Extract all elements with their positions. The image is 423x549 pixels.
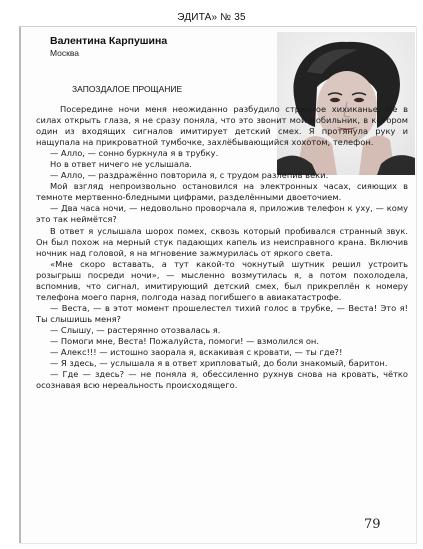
story-paragraph: Мой взгляд непроизвольно остановился на электронных часах, сияющих в темноте мертвенно-бледными цифрами, разделёнными двоеточием.	[36, 181, 408, 203]
author-city: Москва	[50, 48, 80, 58]
story-paragraph: Посередине ночи меня неожиданно разбудило странное хихиканье. Не в силах открыть глаза, я не сразу поняла, что это звонит мой мобильник, в котором один из входящих сигналов имитирует детский смех. Я протянула руку и нащупала на прикроватной тумбочке, захлёбывающийся хохотом, телефон.	[36, 104, 408, 148]
magazine-header: ЭДИТА» № 35	[177, 12, 246, 23]
story-paragraph: — Два часа ночи, — недовольно проворчала я, приложив телефон к уху, — кому это так неймётся?	[36, 203, 408, 225]
story-paragraph: — Алло, — сонно буркнула я в трубку.	[50, 148, 219, 159]
story-paragraph: — Алекс!!! — истошно заорала я, вскакивая с кровати, — ты где?!	[50, 347, 343, 358]
story-paragraph: В ответ я услышала шорох помех, сквозь который пробивался странный звук. Он был похож на мерный стук падающих капель из неисправного крана. Включив ночник над головой, я на мгновение зажмурилась от яркого света.	[36, 225, 408, 258]
story-paragraph: Но в ответ ничего не услышала.	[50, 159, 192, 170]
story-paragraph: — Где — здесь? — не поняла я, обессиленно рухнув снова на кровать, чётко осознавая всю нереальность происходящего.	[36, 369, 408, 391]
story-paragraph: — Я здесь, — услышала я в ответ хрипловатый, до боли знакомый, баритон.	[50, 358, 388, 369]
story-paragraph: — Помоги мне, Веста! Пожалуйста, помоги! — взмолился он.	[50, 335, 319, 346]
story-title: ЗАПОЗДАЛОЕ ПРОЩАНИЕ	[72, 84, 183, 94]
story-paragraph: «Мне скоро вставать, а тут какой-то чокнутый шутник решил устроить розыгрыш посреди ночи», — мысленно возмутилась я, а потом похолодела, вспомнив, что сигнал, имитирующий детский смех, был прикреплён к номеру телефона моего парня, полгода назад погибшего в авиакатастрофе.	[36, 258, 408, 302]
author-name: Валентина Карпушина	[50, 35, 168, 47]
page-number: 79	[364, 517, 381, 532]
story-paragraph: — Слышу, — растерянно отозвалась я.	[50, 324, 221, 335]
story-paragraph: — Алло, — раздражённо повторила я, с трудом разлепив веки.	[50, 170, 329, 181]
story-paragraph: — Веста, — в этот момент прошелестел тихий голос в трубке, — Веста! Это я! Ты слышишь меня?	[36, 302, 408, 324]
story-text	[36, 104, 408, 391]
